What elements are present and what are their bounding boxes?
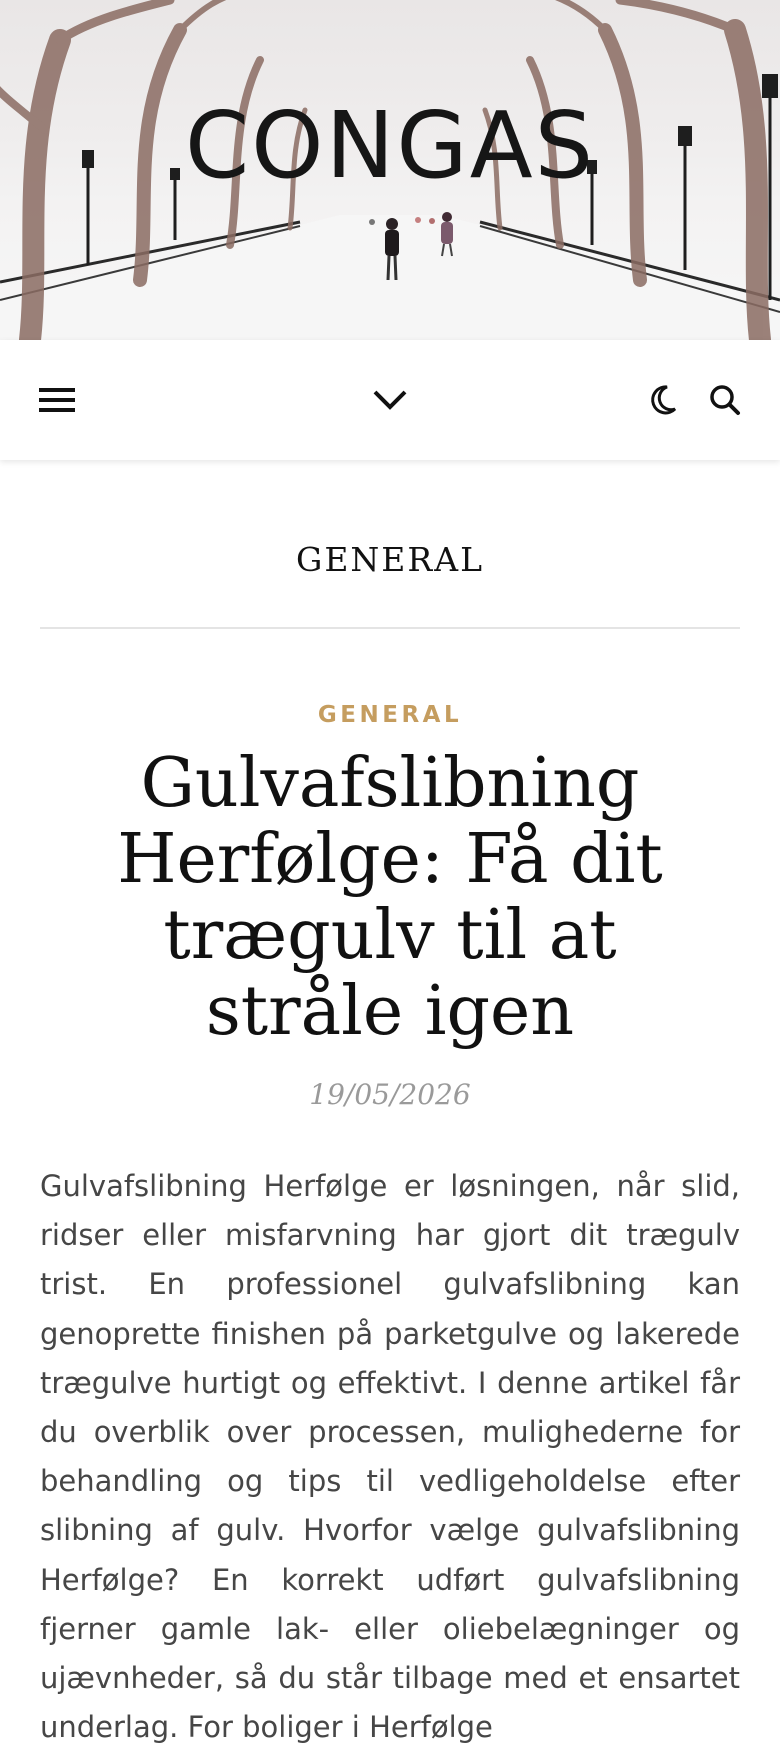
menu-button[interactable] — [35, 378, 79, 422]
nav-dropdown-button[interactable] — [368, 378, 412, 422]
divider — [40, 627, 740, 629]
post-category-link[interactable]: GENERAL — [317, 702, 463, 728]
search-icon — [709, 384, 741, 416]
header-banner — [0, 0, 780, 340]
site-title[interactable]: CONGAS — [184, 92, 596, 199]
post-date: 19/05/2026 — [309, 1078, 471, 1111]
chevron-down-icon — [373, 389, 407, 411]
post-excerpt: Gulvafslibning Herfølge er løsningen, når slid, ridser eller misfarvning har gjort dit trægulv trist. En professionel gulvafslibning kan genoprette finishen på parketgulve og lakerede trægulve hurtigt og effektivt. I denne artikel får du overblik over processen, mulighederne for behandling og tips til vedligeholdelse efter slibning af gulv. Hvorfor vælge gulvafslibning Herfølge? En korrekt udført gulvafslibning fjerner gamle lak- eller oliebelægninger og ujævnheder, så du står tilbage med et ensartet underlag. For boliger i Herfølge — [40, 1169, 740, 1745]
hamburger-icon — [39, 387, 75, 413]
dark-mode-toggle[interactable] — [640, 378, 684, 422]
post-title[interactable]: Gulvafslibning Herfølge: Få dit trægulv til at stråle igen — [117, 744, 663, 1051]
nav-bar — [0, 340, 780, 460]
category-page-title: GENERAL — [295, 540, 484, 579]
moon-icon — [647, 385, 677, 415]
search-button[interactable] — [703, 378, 747, 422]
